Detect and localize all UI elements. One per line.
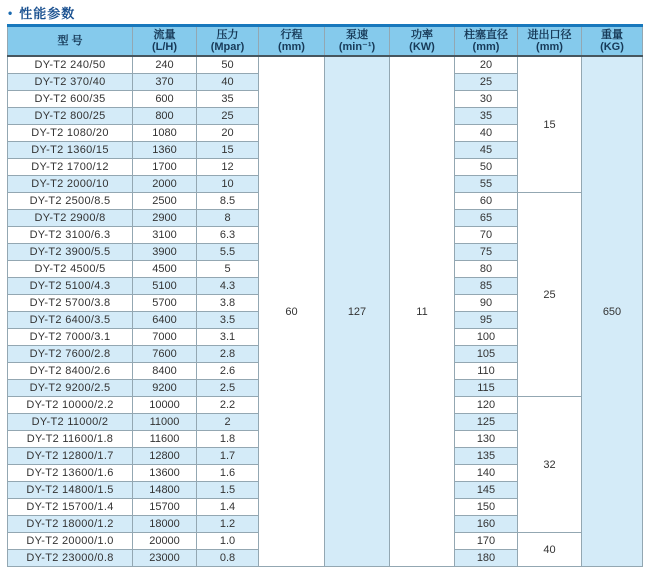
column-header-unit: (L/H) — [151, 41, 178, 53]
table-header-row — [8, 26, 643, 57]
flow-cell: 15700 — [133, 499, 197, 516]
flow-cell: 600 — [133, 91, 197, 108]
plunger-cell: 145 — [455, 482, 518, 499]
plunger-cell: 130 — [455, 431, 518, 448]
pressure-cell: 2.5 — [197, 380, 259, 397]
pressure-cell: 1.2 — [197, 516, 259, 533]
plunger-cell: 135 — [455, 448, 518, 465]
flow-cell: 800 — [133, 108, 197, 125]
pump-speed-merged-cell: 127 — [325, 56, 390, 567]
model-cell: DY-T2 800/25 — [8, 108, 133, 125]
flow-cell: 5100 — [133, 278, 197, 295]
model-cell: DY-T2 18000/1.2 — [8, 516, 133, 533]
flow-cell: 23000 — [133, 550, 197, 567]
model-cell: DY-T2 2000/10 — [8, 176, 133, 193]
pressure-cell: 1.0 — [197, 533, 259, 550]
column-header-label: 型 号 — [57, 35, 83, 47]
flow-cell: 8400 — [133, 363, 197, 380]
model-cell: DY-T2 240/50 — [8, 56, 133, 74]
plunger-cell: 115 — [455, 380, 518, 397]
pressure-cell: 2.2 — [197, 397, 259, 414]
pressure-cell: 4.3 — [197, 278, 259, 295]
column-header-weight — [582, 26, 643, 57]
model-cell: DY-T2 14800/1.5 — [8, 482, 133, 499]
column-header-port — [518, 26, 582, 57]
plunger-cell: 55 — [455, 176, 518, 193]
plunger-cell: 100 — [455, 329, 518, 346]
pressure-cell: 3.5 — [197, 312, 259, 329]
performance-parameters-table — [7, 24, 643, 567]
plunger-cell: 160 — [455, 516, 518, 533]
pressure-cell: 8 — [197, 210, 259, 227]
table-row — [8, 56, 643, 74]
column-header-label: 功率 — [411, 29, 433, 41]
flow-cell: 6400 — [133, 312, 197, 329]
flow-cell: 7000 — [133, 329, 197, 346]
column-header-stroke — [259, 26, 325, 57]
model-cell: DY-T2 12800/1.7 — [8, 448, 133, 465]
model-cell: DY-T2 7600/2.8 — [8, 346, 133, 363]
plunger-cell: 180 — [455, 550, 518, 567]
column-header-unit: (Mpar) — [210, 41, 245, 53]
plunger-cell: 140 — [455, 465, 518, 482]
column-header-unit: (mm) — [536, 41, 563, 53]
plunger-cell: 65 — [455, 210, 518, 227]
model-cell: DY-T2 11000/2 — [8, 414, 133, 431]
model-cell: DY-T2 1360/15 — [8, 142, 133, 159]
model-cell: DY-T2 10000/2.2 — [8, 397, 133, 414]
section-title-text: 性能参数 — [19, 6, 76, 21]
flow-cell: 3900 — [133, 244, 197, 261]
model-cell: DY-T2 1080/20 — [8, 125, 133, 142]
column-header-plunger — [455, 26, 518, 57]
flow-cell: 1700 — [133, 159, 197, 176]
pressure-cell: 12 — [197, 159, 259, 176]
weight-merged-cell: 650 — [582, 56, 643, 567]
pressure-cell: 2 — [197, 414, 259, 431]
plunger-cell: 40 — [455, 125, 518, 142]
pressure-cell: 2.6 — [197, 363, 259, 380]
column-header-power — [390, 26, 455, 57]
flow-cell: 7600 — [133, 346, 197, 363]
flow-cell: 1080 — [133, 125, 197, 142]
flow-cell: 10000 — [133, 397, 197, 414]
plunger-cell: 60 — [455, 193, 518, 210]
model-cell: DY-T2 20000/1.0 — [8, 533, 133, 550]
column-header-label: 行程 — [280, 29, 303, 41]
model-cell: DY-T2 8400/2.6 — [8, 363, 133, 380]
model-cell: DY-T2 23000/0.8 — [8, 550, 133, 567]
column-header-label: 泵速 — [346, 29, 368, 41]
plunger-cell: 110 — [455, 363, 518, 380]
model-cell: DY-T2 9200/2.5 — [8, 380, 133, 397]
flow-cell: 13600 — [133, 465, 197, 482]
model-cell: DY-T2 15700/1.4 — [8, 499, 133, 516]
plunger-cell: 70 — [455, 227, 518, 244]
pressure-cell: 25 — [197, 108, 259, 125]
plunger-cell: 45 — [455, 142, 518, 159]
column-header-label: 流量 — [153, 29, 176, 41]
plunger-cell: 30 — [455, 91, 518, 108]
pressure-cell: 10 — [197, 176, 259, 193]
pressure-cell: 5 — [197, 261, 259, 278]
flow-cell: 2000 — [133, 176, 197, 193]
pressure-cell: 5.5 — [197, 244, 259, 261]
column-header-unit: (mm) — [278, 41, 305, 53]
pressure-cell: 0.8 — [197, 550, 259, 567]
plunger-cell: 150 — [455, 499, 518, 516]
port-size-merged-cell: 40 — [518, 533, 582, 567]
model-cell: DY-T2 370/40 — [8, 74, 133, 91]
plunger-cell: 20 — [455, 56, 518, 74]
pressure-cell: 1.8 — [197, 431, 259, 448]
column-header-unit: (KW) — [409, 41, 435, 53]
plunger-cell: 105 — [455, 346, 518, 363]
pressure-cell: 50 — [197, 56, 259, 74]
model-cell: DY-T2 3900/5.5 — [8, 244, 133, 261]
model-cell: DY-T2 5700/3.8 — [8, 295, 133, 312]
plunger-cell: 120 — [455, 397, 518, 414]
column-header-unit: (KG) — [600, 41, 624, 53]
flow-cell: 11000 — [133, 414, 197, 431]
plunger-cell: 75 — [455, 244, 518, 261]
model-cell: DY-T2 2900/8 — [8, 210, 133, 227]
plunger-cell: 35 — [455, 108, 518, 125]
flow-cell: 5700 — [133, 295, 197, 312]
flow-cell: 370 — [133, 74, 197, 91]
plunger-cell: 80 — [455, 261, 518, 278]
pressure-cell: 20 — [197, 125, 259, 142]
plunger-cell: 25 — [455, 74, 518, 91]
model-cell: DY-T2 11600/1.8 — [8, 431, 133, 448]
stroke-merged-cell: 60 — [259, 56, 325, 567]
model-cell: DY-T2 1700/12 — [8, 159, 133, 176]
flow-cell: 1360 — [133, 142, 197, 159]
column-header-label: 压力 — [216, 29, 239, 41]
model-cell: DY-T2 4500/5 — [8, 261, 133, 278]
pressure-cell: 1.4 — [197, 499, 259, 516]
pressure-cell: 1.6 — [197, 465, 259, 482]
column-header-unit: (min⁻¹) — [338, 41, 376, 53]
model-cell: DY-T2 2500/8.5 — [8, 193, 133, 210]
plunger-cell: 125 — [455, 414, 518, 431]
flow-cell: 2500 — [133, 193, 197, 210]
flow-cell: 3100 — [133, 227, 197, 244]
section-title — [0, 0, 650, 24]
port-size-merged-cell: 32 — [518, 397, 582, 533]
power-merged-cell: 11 — [390, 56, 455, 567]
pressure-cell: 35 — [197, 91, 259, 108]
column-header-pressure — [197, 26, 259, 57]
flow-cell: 4500 — [133, 261, 197, 278]
column-header-pump-speed — [325, 26, 390, 57]
plunger-cell: 85 — [455, 278, 518, 295]
plunger-cell: 170 — [455, 533, 518, 550]
column-header-label: 重量 — [601, 29, 623, 41]
flow-cell: 2900 — [133, 210, 197, 227]
flow-cell: 14800 — [133, 482, 197, 499]
port-size-merged-cell: 15 — [518, 56, 582, 193]
flow-cell: 20000 — [133, 533, 197, 550]
flow-cell: 18000 — [133, 516, 197, 533]
plunger-cell: 90 — [455, 295, 518, 312]
pressure-cell: 3.1 — [197, 329, 259, 346]
pressure-cell: 8.5 — [197, 193, 259, 210]
pressure-cell: 15 — [197, 142, 259, 159]
flow-cell: 240 — [133, 56, 197, 74]
column-header-unit: (mm) — [472, 41, 500, 53]
model-cell: DY-T2 600/35 — [8, 91, 133, 108]
model-cell: DY-T2 6400/3.5 — [8, 312, 133, 329]
bullet-icon: • — [8, 5, 13, 20]
model-cell: DY-T2 7000/3.1 — [8, 329, 133, 346]
plunger-cell: 50 — [455, 159, 518, 176]
plunger-cell: 95 — [455, 312, 518, 329]
flow-cell: 12800 — [133, 448, 197, 465]
column-header-label: 进出口径 — [527, 29, 572, 41]
model-cell: DY-T2 13600/1.6 — [8, 465, 133, 482]
column-header-model — [8, 26, 133, 57]
flow-cell: 11600 — [133, 431, 197, 448]
model-cell: DY-T2 3100/6.3 — [8, 227, 133, 244]
pressure-cell: 1.7 — [197, 448, 259, 465]
pressure-cell: 2.8 — [197, 346, 259, 363]
pressure-cell: 6.3 — [197, 227, 259, 244]
pressure-cell: 3.8 — [197, 295, 259, 312]
column-header-flow — [133, 26, 197, 57]
pressure-cell: 40 — [197, 74, 259, 91]
model-cell: DY-T2 5100/4.3 — [8, 278, 133, 295]
column-header-label: 柱塞直径 — [464, 29, 508, 41]
flow-cell: 9200 — [133, 380, 197, 397]
port-size-merged-cell: 25 — [518, 193, 582, 397]
pressure-cell: 1.5 — [197, 482, 259, 499]
